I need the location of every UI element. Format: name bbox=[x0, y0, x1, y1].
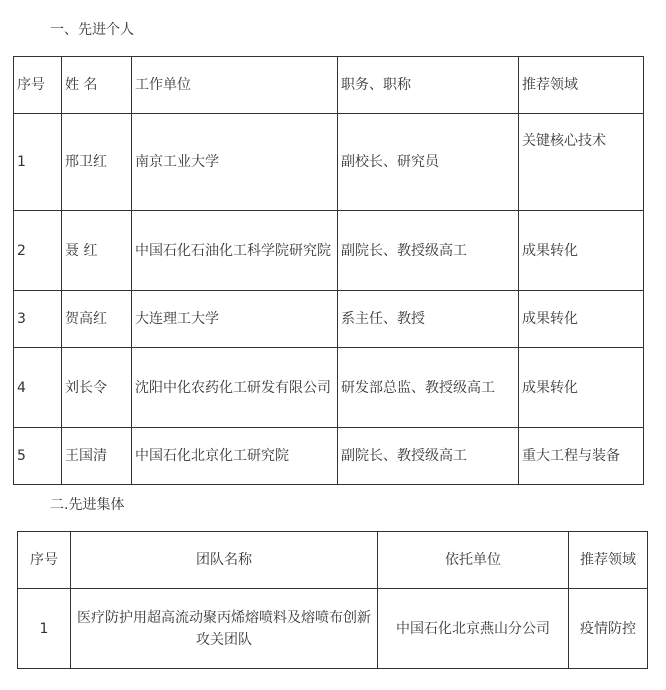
table-cell: 刘长令 bbox=[62, 348, 132, 428]
table-row bbox=[14, 114, 644, 211]
table-cell: 中国石化北京化工研究院 bbox=[132, 428, 338, 485]
table-cell: 副院长、教授级高工 bbox=[338, 211, 519, 291]
table-cell: 副校长、研究员 bbox=[338, 114, 519, 211]
header-cell: 姓 名 bbox=[62, 57, 132, 114]
header-cell: 职务、职称 bbox=[338, 57, 519, 114]
table-row bbox=[14, 291, 644, 348]
table-cell: 2 bbox=[14, 211, 62, 291]
table-cell: 研发部总监、教授级高工 bbox=[338, 348, 519, 428]
table-header-row bbox=[14, 57, 644, 114]
advanced-collectives-table bbox=[17, 531, 648, 669]
table-cell: 邢卫红 bbox=[62, 114, 132, 211]
header-cell: 依托单位 bbox=[378, 532, 569, 589]
section-title-advanced-collectives: 二.先进集体 bbox=[50, 497, 125, 513]
table-cell: 贺高红 bbox=[62, 291, 132, 348]
table-cell: 疫情防控 bbox=[569, 589, 648, 669]
section-title-advanced-individuals: 一、先进个人 bbox=[50, 22, 134, 38]
table-cell: 1 bbox=[18, 589, 71, 669]
table-cell: 王国清 bbox=[62, 428, 132, 485]
table-row bbox=[14, 211, 644, 291]
header-cell: 团队名称 bbox=[71, 532, 378, 589]
table-cell: 南京工业大学 bbox=[132, 114, 338, 211]
header-cell: 工作单位 bbox=[132, 57, 338, 114]
table-cell: 中国石化石油化工科学院研究院 bbox=[132, 211, 338, 291]
advanced-individuals-table bbox=[13, 56, 644, 485]
table-cell: 3 bbox=[14, 291, 62, 348]
table-cell: 1 bbox=[14, 114, 62, 211]
table-cell: 沈阳中化农药化工研发有限公司 bbox=[132, 348, 338, 428]
table-cell: 聂 红 bbox=[62, 211, 132, 291]
table-cell: 5 bbox=[14, 428, 62, 485]
table-cell: 关键核心技术 bbox=[519, 114, 644, 211]
table-row bbox=[14, 348, 644, 428]
table-cell: 成果转化 bbox=[519, 211, 644, 291]
table-cell: 成果转化 bbox=[519, 291, 644, 348]
header-cell: 推荐领域 bbox=[569, 532, 648, 589]
header-cell: 序号 bbox=[18, 532, 71, 589]
table-header-row bbox=[18, 532, 648, 589]
table-cell: 4 bbox=[14, 348, 62, 428]
table-cell: 成果转化 bbox=[519, 348, 644, 428]
table-cell: 副院长、教授级高工 bbox=[338, 428, 519, 485]
table-cell: 系主任、教授 bbox=[338, 291, 519, 348]
table-cell: 中国石化北京燕山分公司 bbox=[378, 589, 569, 669]
table-cell: 大连理工大学 bbox=[132, 291, 338, 348]
header-cell: 推荐领域 bbox=[519, 57, 644, 114]
table-row bbox=[14, 428, 644, 485]
header-cell: 序号 bbox=[14, 57, 62, 114]
table-row bbox=[18, 589, 648, 669]
table-cell: 重大工程与装备 bbox=[519, 428, 644, 485]
table-cell: 医疗防护用超高流动聚丙烯熔喷料及熔喷布创新攻关团队 bbox=[71, 589, 378, 669]
